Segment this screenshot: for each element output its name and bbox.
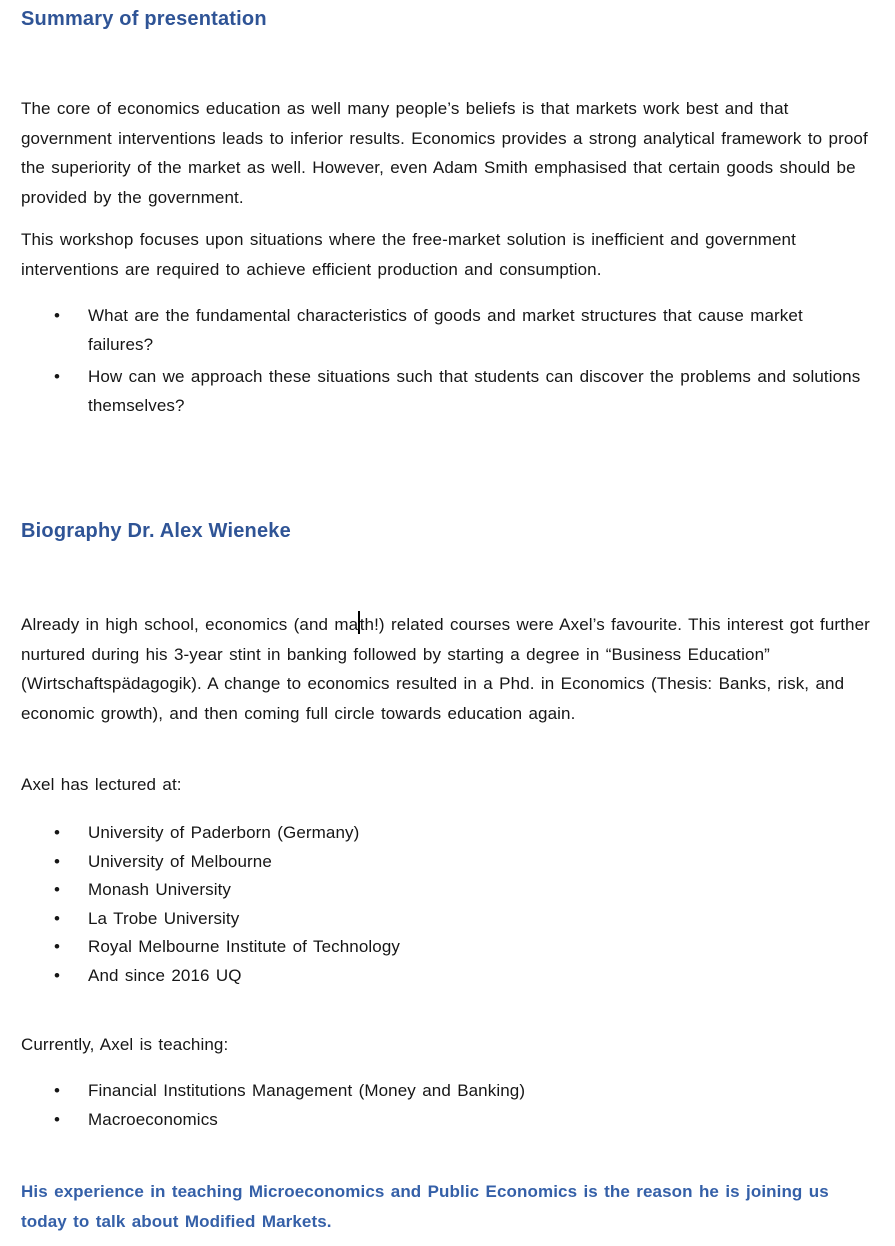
list-item: • Monash University: [21, 876, 874, 905]
lectured-at-label: Axel has lectured at:: [21, 775, 182, 794]
summary-paragraph-2: This workshop focuses upon situations where the free-market solution is inefficient and government interventions are required to achieve efficient production and consumption.: [21, 230, 796, 279]
list-item: • Financial Institutions Management (Money and Banking): [21, 1077, 874, 1106]
biography-intro-paragraph: [21, 610, 874, 728]
summary-heading: Summary of presentation: [21, 8, 267, 30]
list-item: • La Trobe University: [21, 905, 874, 934]
teaching-label: Currently, Axel is teaching:: [21, 1035, 229, 1054]
summary-paragraph-1: The core of economics education as well many people’s beliefs is that markets work best and that government interventions leads to inferior results. Economics provides a strong analytical framework to proof the superiority of the market as well. However, even Adam Smith emphasised that certain goods should be provided by the government.: [21, 99, 868, 207]
list-item: • What are the fundamental characteristics of goods and market structures that cause market failures?: [21, 302, 874, 359]
biography-intro-before-caret: Already in high school, economics (and ma: [21, 615, 359, 634]
list-item: • University of Melbourne: [21, 848, 874, 877]
lectured-at-list: [21, 819, 874, 990]
list-item: • Macroeconomics: [21, 1106, 874, 1135]
list-item: • University of Paderborn (Germany): [21, 819, 874, 848]
list-item: • How can we approach these situations such that students can discover the problems and solutions themselves?: [21, 363, 874, 420]
list-item: • Royal Melbourne Institute of Technology: [21, 933, 874, 962]
closing-statement: His experience in teaching Microeconomics and Public Economics is the reason he is joining us today to talk about Modified Markets.: [21, 1182, 829, 1231]
summary-bullet-list: [21, 302, 874, 420]
biography-intro-after-caret: th!) related courses were Axel’s favourite. This interest got further nurtured during his 3-year stint in banking followed by starting a degree in “Business Education” (Wirtschaftspädagogik). A change to economics resulted in a Phd. in Economics (Thesis: Banks, risk, and economic growth), and then coming full circle towards education again.: [21, 615, 870, 723]
list-item: • And since 2016 UQ: [21, 962, 874, 991]
biography-heading: Biography Dr. Alex Wieneke: [21, 520, 291, 542]
teaching-list: [21, 1077, 874, 1134]
